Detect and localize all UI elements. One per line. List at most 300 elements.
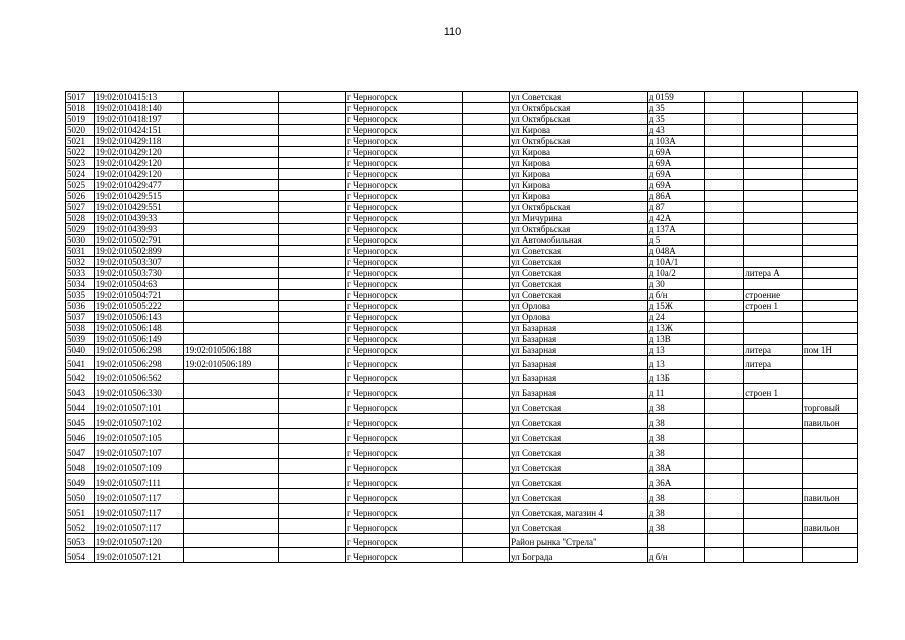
related-cadastral-number-cell xyxy=(184,180,279,191)
house-cell: д 42А xyxy=(647,213,704,224)
table-row xyxy=(66,429,858,444)
extra-col-c-cell xyxy=(705,334,744,345)
extra-col-c-cell xyxy=(705,169,744,180)
extra-col-b-cell xyxy=(463,235,510,246)
extra-col-c-cell xyxy=(705,191,744,202)
extra-col-c-cell xyxy=(705,429,744,444)
table-row xyxy=(66,489,858,504)
extra-col-c-cell xyxy=(705,224,744,235)
street-cell: ул Бограда xyxy=(510,548,648,563)
row-number-cell: 5042 xyxy=(66,370,95,384)
row-number-cell: 5049 xyxy=(66,474,95,489)
related-cadastral-number-cell xyxy=(184,224,279,235)
building-note-cell xyxy=(744,312,803,323)
city-cell: г Черногорск xyxy=(346,202,463,213)
cadastral-number-cell: 19:02:010507:121 xyxy=(94,548,184,563)
extra-col-b-cell xyxy=(463,489,510,504)
extra-col-c-cell xyxy=(705,444,744,459)
extra-col-b-cell xyxy=(463,158,510,169)
building-note-cell xyxy=(744,158,803,169)
house-cell: д 103А xyxy=(647,136,704,147)
related-cadastral-number-cell xyxy=(184,489,279,504)
related-cadastral-number-cell: 19:02:010506:188 xyxy=(184,345,279,356)
extra-col-a-cell xyxy=(279,103,346,114)
related-cadastral-number-cell xyxy=(184,279,279,290)
building-note-cell xyxy=(744,191,803,202)
extra-col-a-cell xyxy=(279,323,346,334)
related-cadastral-number-cell xyxy=(184,414,279,429)
city-cell: г Черногорск xyxy=(346,246,463,257)
street-cell: ул Советская xyxy=(510,279,648,290)
row-number-cell: 5018 xyxy=(66,103,95,114)
extra-col-b-cell xyxy=(463,169,510,180)
table-row xyxy=(66,356,858,370)
street-cell: ул Базарная xyxy=(510,345,648,356)
city-cell: г Черногорск xyxy=(346,301,463,312)
building-note-cell xyxy=(744,136,803,147)
extra-col-c-cell xyxy=(705,147,744,158)
related-cadastral-number-cell xyxy=(184,213,279,224)
house-cell: д 86А xyxy=(647,191,704,202)
city-cell: г Черногорск xyxy=(346,268,463,279)
premise-note-cell xyxy=(802,103,857,114)
city-cell: г Черногорск xyxy=(346,125,463,136)
city-cell: г Черногорск xyxy=(346,169,463,180)
city-cell: г Черногорск xyxy=(346,399,463,414)
building-note-cell: строен 1 xyxy=(744,301,803,312)
extra-col-b-cell xyxy=(463,444,510,459)
related-cadastral-number-cell xyxy=(184,136,279,147)
extra-col-b-cell xyxy=(463,399,510,414)
table-row xyxy=(66,268,858,279)
related-cadastral-number-cell xyxy=(184,301,279,312)
city-cell: г Черногорск xyxy=(346,290,463,301)
building-note-cell xyxy=(744,213,803,224)
building-note-cell xyxy=(744,444,803,459)
related-cadastral-number-cell xyxy=(184,429,279,444)
cadastral-number-cell: 19:02:010507:117 xyxy=(94,519,184,534)
related-cadastral-number-cell xyxy=(184,334,279,345)
cadastral-number-cell: 19:02:010503:730 xyxy=(94,268,184,279)
premise-note-cell xyxy=(802,459,857,474)
extra-col-b-cell xyxy=(463,224,510,235)
cadastral-number-cell: 19:02:010424:151 xyxy=(94,125,184,136)
cadastral-number-cell: 19:02:010439:93 xyxy=(94,224,184,235)
cadastral-number-cell: 19:02:010418:197 xyxy=(94,114,184,125)
city-cell: г Черногорск xyxy=(346,548,463,563)
premise-note-cell xyxy=(802,334,857,345)
row-number-cell: 5036 xyxy=(66,301,95,312)
extra-col-b-cell xyxy=(463,125,510,136)
city-cell: г Черногорск xyxy=(346,158,463,169)
street-cell: ул Кирова xyxy=(510,147,648,158)
premise-note-cell xyxy=(802,548,857,563)
row-number-cell: 5017 xyxy=(66,92,95,103)
city-cell: г Черногорск xyxy=(346,414,463,429)
house-cell: д 43 xyxy=(647,125,704,136)
row-number-cell: 5040 xyxy=(66,345,95,356)
premise-note-cell xyxy=(802,301,857,312)
city-cell: г Черногорск xyxy=(346,224,463,235)
cadastral-number-cell: 19:02:010429:120 xyxy=(94,147,184,158)
cadastral-number-cell: 19:02:010507:117 xyxy=(94,504,184,519)
related-cadastral-number-cell: 19:02:010506:189 xyxy=(184,356,279,370)
street-cell: ул Орлова xyxy=(510,312,648,323)
row-number-cell: 5029 xyxy=(66,224,95,235)
row-number-cell: 5045 xyxy=(66,414,95,429)
street-cell: ул Базарная xyxy=(510,384,648,399)
house-cell: д б/н xyxy=(647,548,704,563)
house-cell: д б/н xyxy=(647,290,704,301)
street-cell: ул Базарная xyxy=(510,334,648,345)
extra-col-a-cell xyxy=(279,191,346,202)
row-number-cell: 5023 xyxy=(66,158,95,169)
extra-col-b-cell xyxy=(463,290,510,301)
cadastral-number-cell: 19:02:010506:143 xyxy=(94,312,184,323)
extra-col-b-cell xyxy=(463,147,510,158)
related-cadastral-number-cell xyxy=(184,125,279,136)
house-cell xyxy=(647,534,704,548)
extra-col-a-cell xyxy=(279,312,346,323)
related-cadastral-number-cell xyxy=(184,169,279,180)
extra-col-a-cell xyxy=(279,399,346,414)
table-row xyxy=(66,169,858,180)
row-number-cell: 5025 xyxy=(66,180,95,191)
extra-col-c-cell xyxy=(705,268,744,279)
extra-col-b-cell xyxy=(463,534,510,548)
related-cadastral-number-cell xyxy=(184,519,279,534)
extra-col-b-cell xyxy=(463,414,510,429)
cadastral-number-cell: 19:02:010507:107 xyxy=(94,444,184,459)
table-row xyxy=(66,235,858,246)
street-cell: ул Советская xyxy=(510,474,648,489)
extra-col-c-cell xyxy=(705,257,744,268)
related-cadastral-number-cell xyxy=(184,147,279,158)
extra-col-c-cell xyxy=(705,290,744,301)
extra-col-c-cell xyxy=(705,384,744,399)
extra-col-b-cell xyxy=(463,279,510,290)
city-cell: г Черногорск xyxy=(346,474,463,489)
extra-col-c-cell xyxy=(705,323,744,334)
premise-note-cell xyxy=(802,235,857,246)
row-number-cell: 5053 xyxy=(66,534,95,548)
street-cell: Район рынка "Стрела" xyxy=(510,534,648,548)
row-number-cell: 5024 xyxy=(66,169,95,180)
building-note-cell xyxy=(744,334,803,345)
house-cell: д 30 xyxy=(647,279,704,290)
extra-col-c-cell xyxy=(705,519,744,534)
extra-col-c-cell xyxy=(705,136,744,147)
building-note-cell: строен 1 xyxy=(744,384,803,399)
city-cell: г Черногорск xyxy=(346,92,463,103)
building-note-cell xyxy=(744,103,803,114)
row-number-cell: 5021 xyxy=(66,136,95,147)
street-cell: ул Октябрьская xyxy=(510,114,648,125)
city-cell: г Черногорск xyxy=(346,519,463,534)
row-number-cell: 5041 xyxy=(66,356,95,370)
extra-col-a-cell xyxy=(279,334,346,345)
premise-note-cell: пом 1Н xyxy=(802,345,857,356)
extra-col-b-cell xyxy=(463,474,510,489)
house-cell: д 13 xyxy=(647,345,704,356)
extra-col-b-cell xyxy=(463,191,510,202)
building-note-cell: строение xyxy=(744,290,803,301)
city-cell: г Черногорск xyxy=(346,356,463,370)
row-number-cell: 5047 xyxy=(66,444,95,459)
row-number-cell: 5050 xyxy=(66,489,95,504)
house-cell: д 38 xyxy=(647,519,704,534)
related-cadastral-number-cell xyxy=(184,235,279,246)
extra-col-c-cell xyxy=(705,312,744,323)
extra-col-a-cell xyxy=(279,474,346,489)
cadastral-number-cell: 19:02:010506:149 xyxy=(94,334,184,345)
cadastral-number-cell: 19:02:010505:222 xyxy=(94,301,184,312)
cadastral-number-cell: 19:02:010502:899 xyxy=(94,246,184,257)
cadastral-number-cell: 19:02:010507:120 xyxy=(94,534,184,548)
premise-note-cell: торговый xyxy=(802,399,857,414)
cadastral-number-cell: 19:02:010504:63 xyxy=(94,279,184,290)
table-row xyxy=(66,345,858,356)
table-row xyxy=(66,290,858,301)
row-number-cell: 5051 xyxy=(66,504,95,519)
table-row xyxy=(66,414,858,429)
street-cell: ул Кирова xyxy=(510,125,648,136)
extra-col-a-cell xyxy=(279,158,346,169)
premise-note-cell xyxy=(802,136,857,147)
street-cell: ул Советская xyxy=(510,459,648,474)
table-row xyxy=(66,158,858,169)
street-cell: ул Советская xyxy=(510,414,648,429)
street-cell: ул Советская xyxy=(510,268,648,279)
city-cell: г Черногорск xyxy=(346,459,463,474)
extra-col-a-cell xyxy=(279,489,346,504)
table-row xyxy=(66,504,858,519)
extra-col-c-cell xyxy=(705,504,744,519)
house-cell: д 10А/1 xyxy=(647,257,704,268)
premise-note-cell xyxy=(802,213,857,224)
registry-table xyxy=(65,91,858,563)
related-cadastral-number-cell xyxy=(184,384,279,399)
building-note-cell xyxy=(744,257,803,268)
street-cell: ул Кирова xyxy=(510,191,648,202)
extra-col-a-cell xyxy=(279,548,346,563)
premise-note-cell xyxy=(802,504,857,519)
table-row xyxy=(66,257,858,268)
related-cadastral-number-cell xyxy=(184,444,279,459)
related-cadastral-number-cell xyxy=(184,459,279,474)
related-cadastral-number-cell xyxy=(184,323,279,334)
building-note-cell xyxy=(744,489,803,504)
extra-col-a-cell xyxy=(279,125,346,136)
cadastral-number-cell: 19:02:010504:721 xyxy=(94,290,184,301)
premise-note-cell xyxy=(802,312,857,323)
street-cell: ул Базарная xyxy=(510,356,648,370)
row-number-cell: 5048 xyxy=(66,459,95,474)
row-number-cell: 5026 xyxy=(66,191,95,202)
extra-col-a-cell xyxy=(279,279,346,290)
city-cell: г Черногорск xyxy=(346,180,463,191)
extra-col-b-cell xyxy=(463,504,510,519)
house-cell: д 69А xyxy=(647,158,704,169)
street-cell: ул Кирова xyxy=(510,169,648,180)
city-cell: г Черногорск xyxy=(346,114,463,125)
street-cell: ул Советская xyxy=(510,489,648,504)
extra-col-a-cell xyxy=(279,202,346,213)
extra-col-b-cell xyxy=(463,136,510,147)
related-cadastral-number-cell xyxy=(184,246,279,257)
cadastral-number-cell: 19:02:010502:791 xyxy=(94,235,184,246)
table-row xyxy=(66,92,858,103)
extra-col-b-cell xyxy=(463,334,510,345)
house-cell: д 87 xyxy=(647,202,704,213)
building-note-cell xyxy=(744,474,803,489)
city-cell: г Черногорск xyxy=(346,136,463,147)
related-cadastral-number-cell xyxy=(184,399,279,414)
registry-rows xyxy=(66,92,858,563)
row-number-cell: 5043 xyxy=(66,384,95,399)
house-cell: д 36А xyxy=(647,474,704,489)
table-row xyxy=(66,147,858,158)
house-cell: д 35 xyxy=(647,103,704,114)
cadastral-number-cell: 19:02:010507:101 xyxy=(94,399,184,414)
row-number-cell: 5028 xyxy=(66,213,95,224)
house-cell: д 13 xyxy=(647,356,704,370)
table-row xyxy=(66,534,858,548)
extra-col-a-cell xyxy=(279,429,346,444)
city-cell: г Черногорск xyxy=(346,334,463,345)
building-note-cell xyxy=(744,246,803,257)
extra-col-a-cell xyxy=(279,92,346,103)
cadastral-number-cell: 19:02:010506:148 xyxy=(94,323,184,334)
building-note-cell xyxy=(744,235,803,246)
extra-col-a-cell xyxy=(279,147,346,158)
premise-note-cell xyxy=(802,224,857,235)
premise-note-cell xyxy=(802,444,857,459)
row-number-cell: 5034 xyxy=(66,279,95,290)
extra-col-c-cell xyxy=(705,92,744,103)
related-cadastral-number-cell xyxy=(184,268,279,279)
extra-col-a-cell xyxy=(279,384,346,399)
premise-note-cell xyxy=(802,384,857,399)
table-row xyxy=(66,114,858,125)
street-cell: ул Кирова xyxy=(510,180,648,191)
cadastral-number-cell: 19:02:010429:515 xyxy=(94,191,184,202)
street-cell: ул Советская xyxy=(510,92,648,103)
extra-col-c-cell xyxy=(705,301,744,312)
extra-col-c-cell xyxy=(705,414,744,429)
extra-col-a-cell xyxy=(279,235,346,246)
cadastral-number-cell: 19:02:010507:105 xyxy=(94,429,184,444)
related-cadastral-number-cell xyxy=(184,474,279,489)
city-cell: г Черногорск xyxy=(346,147,463,158)
extra-col-b-cell xyxy=(463,202,510,213)
row-number-cell: 5037 xyxy=(66,312,95,323)
house-cell: д 38А xyxy=(647,459,704,474)
city-cell: г Черногорск xyxy=(346,489,463,504)
extra-col-b-cell xyxy=(463,301,510,312)
extra-col-c-cell xyxy=(705,103,744,114)
premise-note-cell xyxy=(802,202,857,213)
extra-col-b-cell xyxy=(463,384,510,399)
extra-col-b-cell xyxy=(463,519,510,534)
building-note-cell xyxy=(744,147,803,158)
table-row xyxy=(66,125,858,136)
table-row xyxy=(66,323,858,334)
extra-col-a-cell xyxy=(279,268,346,279)
row-number-cell: 5054 xyxy=(66,548,95,563)
extra-col-a-cell xyxy=(279,246,346,257)
row-number-cell: 5019 xyxy=(66,114,95,125)
city-cell: г Черногорск xyxy=(346,279,463,290)
premise-note-cell xyxy=(802,180,857,191)
extra-col-b-cell xyxy=(463,92,510,103)
building-note-cell xyxy=(744,114,803,125)
house-cell: д 13В xyxy=(647,334,704,345)
extra-col-a-cell xyxy=(279,356,346,370)
extra-col-c-cell xyxy=(705,370,744,384)
extra-col-a-cell xyxy=(279,180,346,191)
house-cell: д 048А xyxy=(647,246,704,257)
city-cell: г Черногорск xyxy=(346,191,463,202)
street-cell: ул Октябрьская xyxy=(510,202,648,213)
extra-col-c-cell xyxy=(705,345,744,356)
table-row xyxy=(66,213,858,224)
city-cell: г Черногорск xyxy=(346,444,463,459)
table-row xyxy=(66,246,858,257)
table-row xyxy=(66,370,858,384)
related-cadastral-number-cell xyxy=(184,290,279,301)
row-number-cell: 5033 xyxy=(66,268,95,279)
house-cell: д 35 xyxy=(647,114,704,125)
extra-col-b-cell xyxy=(463,312,510,323)
related-cadastral-number-cell xyxy=(184,158,279,169)
related-cadastral-number-cell xyxy=(184,257,279,268)
table-row xyxy=(66,279,858,290)
extra-col-a-cell xyxy=(279,370,346,384)
premise-note-cell xyxy=(802,92,857,103)
house-cell: д 13Б xyxy=(647,370,704,384)
premise-note-cell xyxy=(802,323,857,334)
extra-col-a-cell xyxy=(279,257,346,268)
extra-col-b-cell xyxy=(463,257,510,268)
row-number-cell: 5030 xyxy=(66,235,95,246)
extra-col-c-cell xyxy=(705,125,744,136)
house-cell: д 38 xyxy=(647,399,704,414)
building-note-cell xyxy=(744,180,803,191)
cadastral-number-cell: 19:02:010429:551 xyxy=(94,202,184,213)
extra-col-c-cell xyxy=(705,356,744,370)
premise-note-cell xyxy=(802,290,857,301)
table-row xyxy=(66,399,858,414)
premise-note-cell xyxy=(802,534,857,548)
street-cell: ул Советская xyxy=(510,246,648,257)
house-cell: д 38 xyxy=(647,444,704,459)
cadastral-number-cell: 19:02:010429:118 xyxy=(94,136,184,147)
extra-col-b-cell xyxy=(463,459,510,474)
related-cadastral-number-cell xyxy=(184,103,279,114)
table-row xyxy=(66,444,858,459)
extra-col-c-cell xyxy=(705,246,744,257)
building-note-cell xyxy=(744,429,803,444)
row-number-cell: 5046 xyxy=(66,429,95,444)
street-cell: ул Орлова xyxy=(510,301,648,312)
building-note-cell xyxy=(744,370,803,384)
table-row xyxy=(66,459,858,474)
table-row xyxy=(66,191,858,202)
extra-col-a-cell xyxy=(279,504,346,519)
extra-col-c-cell xyxy=(705,548,744,563)
row-number-cell: 5052 xyxy=(66,519,95,534)
